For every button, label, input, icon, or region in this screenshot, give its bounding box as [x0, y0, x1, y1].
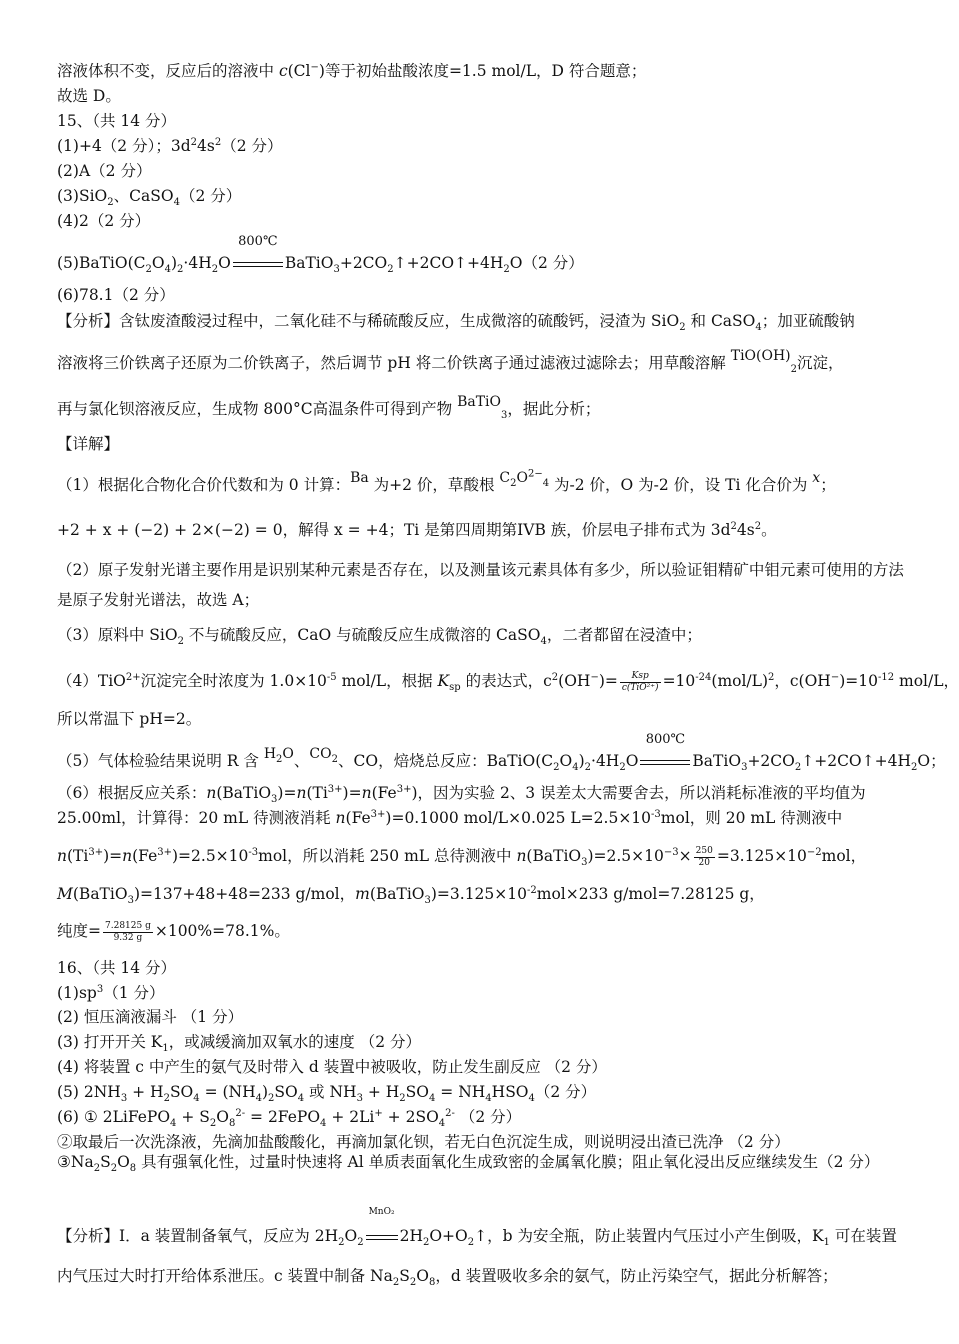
- answer-15-5: $(5)BaTiO(C_2O_4)_2\cdot 4H_2O$ 800℃ $BaTiO_3+2CO_2↑+2CO↑+4H_2O(2$ 分）: [57, 234, 584, 276]
- answer-15-4: (4)2（2 分）: [57, 212, 151, 230]
- reaction-condition-arrow: 800℃: [233, 252, 283, 274]
- analysis-paragraph: 溶液将三价铁离子还原为二价铁离子，然后调节 pH 将二价铁离子通过滤液过滤除去；用草酸溶解 $TiO(OH)_2$沉淀，: [57, 348, 844, 376]
- reaction-condition-arrow: MnO₂: [366, 1216, 398, 1256]
- fraction: $\frac{250}{20}$: [695, 845, 713, 868]
- detail-4: （4）TiO$^{2+}$沉淀完全时浓度为 $1.0\times 10^{-5}$ mol/L，根据 $K_{sp}$ 的表达式，$c^2(OH^-)=$ $\frac{\text{Ksp}}{\text{c(TiO²⁺)}}$ $=10^{-24}(mol/L)^2$，$c(OH^-)=10^{-12}$ mol/L，: [57, 670, 959, 694]
- text-line: 溶液体积不变，反应后的溶液中 c(Cl−)等于初始盐酸浓度=1.5 mol/L，D 符合题意；: [57, 61, 647, 80]
- detail-heading: 【详解】: [57, 435, 120, 453]
- answer-15-3: (3)SiO$_2$、CaSO$_4$（2 分）: [57, 187, 242, 209]
- answer-16-3: (3) 打开开关 $K_1$，或减缓滴加双氧水的速度 （2 分）: [57, 1033, 421, 1055]
- answer-16-6-3: $③Na_2S_2O_8$ 具有强氧化性，过量时快速将 Al 单质表面氧化生成致密的金属氧化膜；阻止氧化浸出反应继续发生（2 分）: [57, 1153, 880, 1175]
- detail-6: （6）根据反应关系：$n(BaTiO_3)=n(Ti^{3+})=n(Fe^{3+})$，因为实验 2、3 误差太大需要舍去，所以消耗标准液的平均值为: [57, 783, 866, 806]
- analysis-paragraph: 再与氯化钡溶液反应，生成物 800°C高温条件可得到产物 BaTiO$_3$，据此分析；: [57, 394, 601, 422]
- detail-5: （5）气体检验结果说明 R 含 $H_2O$、$CO_2$、CO，焙烧总反应：$BaTiO(C_2O_4)_2\cdot 4H_2O$ 800℃ $BaTiO_3+2CO_2↑+2CO↑+4H_2O$；: [57, 732, 946, 774]
- detail-3: （3）原料中 SiO$_2$ 不与硫酸反应，CaO 与硫酸反应生成微溶的 CaSO$_4$，二者都留在浸渣中；: [57, 626, 702, 648]
- answer-16-2: (2) 恒压滴液漏斗 （1 分）: [57, 1008, 244, 1026]
- answer-15-1: (1)+4（2 分）；$3d^24s^2(2$ 分）: [57, 136, 283, 155]
- answer-16-4: (4) 将装置 c 中产生的氨气及时带入 d 装置中被吸收，防止发生副反应 （2 分）: [57, 1058, 607, 1076]
- detail-6-cont: $n(Ti^{3+})=n(Fe^{3+})=2.5\times 10^{-3}mol$，所以消耗 250 mL 总待测液中 $n(BaTiO_3)=2.5\times 10^{-3}\times$ $\frac{250}{20}$ $=3.125\times 10^{-2}mol$，: [57, 845, 867, 869]
- reaction-condition-arrow: 800℃: [640, 750, 690, 772]
- detail-6-cont: 25.00ml，计算得：20 mL 待测液消耗 $n(Fe^{3+})=0.1000$ mol/L×0.025 $L=2.5\times 10^{-3}mol$，则 20 mL 待测液中: [57, 808, 843, 827]
- answer-16-6-2: ②取最后一次洗涤液，先滴加盐酸酸化，再滴加氯化钡，若无白色沉淀生成，则说明浸出渣已洗净 （2 分）: [57, 1133, 790, 1151]
- detail-1: （1）根据化合物化合价代数和为 0 计算：Ba 为+2 价，草酸根 $C_2O^{2-}_4$ 为-2 价，O 为-2 价，设 Ti 化合价为 x；: [57, 468, 836, 494]
- analysis-paragraph-16: 【分析】I．a 装置制备氧气，反应为 $2H_2O_2$ MnO₂ $2H_2O+O_2↑$，b 为安全瓶，防止装置内气压过小产生倒吸，$K_1$ 可在装置内气压过大时打开给体系泄压。c 装置中制备 $Na_2S_2O_8$，d 装置吸收多余的氨气，防止污染空气，据此分析解答；: [57, 1207, 897, 1289]
- detail-6-cont: M(BaTiO$_3$)=137+48+48=233 g/mol，$m(BaTiO_3)=3.125\times 10^{-2}mol\times 233$ g/mol=7.28125 g，: [57, 884, 765, 907]
- text-line: 故选 D。: [57, 87, 121, 105]
- answer-16-1: $(1)sp^3(1$ 分）: [57, 983, 165, 1002]
- detail-1-cont: +2 + x + (−2) + 2×(−2) = 0，解得 x = +4；Ti 是第四周期第IVB 族，价层电子排布式为 $3d^24s^2$。: [57, 520, 777, 539]
- answer-15-6: (6)78.1（2 分）: [57, 286, 175, 304]
- detail-6-purity: 纯度= $\frac{7.28125 g}{9.32 g}$ ×100%=78.1%。: [57, 920, 290, 943]
- fraction: $\frac{\text{Ksp}}{\text{c(TiO²⁺)}}$: [621, 670, 659, 693]
- answer-15-2: (2)A（2 分）: [57, 162, 152, 180]
- fraction: $\frac{7.28125 g}{9.32 g}$: [105, 920, 151, 943]
- analysis-paragraph: 【分析】含钛废渣酸浸过程中，二氧化硅不与稀硫酸反应，生成微溶的硫酸钙，浸渣为 SiO$_2$ 和 CaSO$_4$；加亚硫酸钠: [57, 312, 855, 334]
- answer-16-5: (5) $2NH_3 + H_2SO_4 = (NH_4)_2SO_4$ 或 $NH_3 + H_2SO_4 = NH_4HSO_4(2$ 分）: [57, 1083, 597, 1105]
- section-heading-16: 16、（共 14 分）: [57, 959, 177, 977]
- section-heading-15: 15、（共 14 分）: [57, 112, 177, 130]
- detail-2: （2）原子发射光谱主要作用是识别某种元素是否存在，以及测量该元素具体有多少，所以验证钼精矿中钼元素可使用的方法是原子发射光谱法，故选 A；: [57, 561, 904, 609]
- detail-4-cont: 所以常温下 pH=2。: [57, 710, 202, 728]
- answer-16-6-1: (6) ① 2LiFePO$_4$ + $S_2O_8^{2-}$ = 2FePO$_4$ + $2Li^+ + 2SO_4^{2-}$ （2 分）: [57, 1107, 522, 1130]
